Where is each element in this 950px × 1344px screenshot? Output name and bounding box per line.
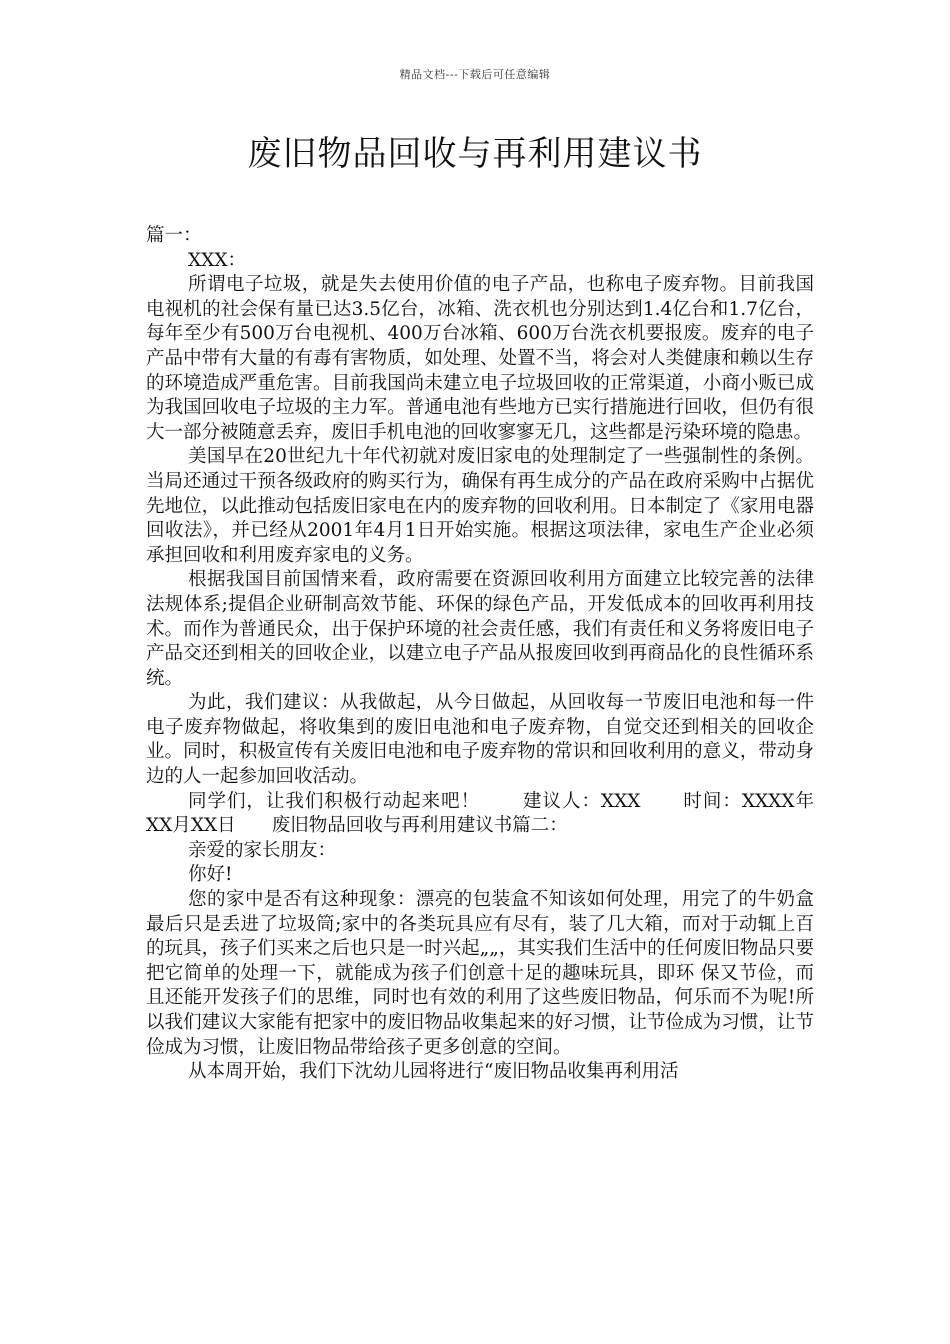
- document-body: [146, 224, 814, 1085]
- document-title: 废旧物品回收与再利用建议书: [247, 134, 703, 174]
- paragraph-e-waste: 所谓电子垃圾，就是失去使用价值的电子产品，也称电子废弃物。目前我国电视机的社会保有量已达3.5亿台，冰箱、洗衣机也分别达到1.4亿台和1.7亿台，每年至少有500万台电视机、400万台冰箱、600万台洗衣机要报废。废弃的电子产品中带有大量的有毒有害物质，如处理、处置不当，将会对人类健康和赖以生存的环境造成严重危害。目前我国尚未建立电子垃圾回收的正常渠道，小商小贩已成为我国回收电子垃圾的主力军。普通电池有些地方已实行措施进行回收，但仍有很大一部分被随意丢弃，废旧手机电池的回收寥寥无几，这些都是污染环境的隐患。: [146, 274, 814, 443]
- paragraph-proposal: 为此，我们建议：从我做起，从今日做起，从回收每一节废旧电池和每一件电子废弃物做起，将收集到的废旧电池和电子废弃物，自觉交还到相关的回收企业。同时，积极宣传有关废旧电池和电子废弃物的常识和回收利用的意义，带动身边的人一起参加回收活动。: [146, 692, 814, 788]
- call-to-action: 同学们，让我们积极行动起来吧！: [188, 790, 481, 812]
- paragraph-national-situation: 根据我国目前国情来看，政府需要在资源回收利用方面建立比较完善的法律法规体系;提倡企业研制高效节能、环保的绿色产品，开发低成本的回收再利用技术。而作为普通民众，出于保护环境的社会责任感，我们有责任和义务将废旧电子产品交还到相关的回收企业，以建立电子产品从报废回收到再商品化的良性循环系统。: [146, 569, 814, 689]
- section-one-label: 篇一：: [146, 225, 202, 246]
- section-two-label: 废旧物品回收与再利用建议书篇二：: [271, 815, 568, 837]
- part-two-salutation: 亲爱的家长朋友：: [188, 839, 337, 861]
- paragraph-foreign-regulations: 美国早在20世纪九十年代初就对废旧家电的处理制定了一些强制性的条例。当局还通过干预各级政府的购买行为，确保有再生成分的产品在政府采购中占据优先地位，以此推动包括废旧家电在内的废弃物的回收利用。日本制定了《家用电器回收法》，并已经从2001年4月1日开始实施。根据这项法律，家电生产企业必须承担回收和利用废弃家电的义务。: [146, 446, 814, 566]
- date: XXXX年XX月XX日: [146, 790, 814, 837]
- part-two-greeting: 你好!: [188, 864, 233, 886]
- closing-line: [146, 790, 814, 839]
- paragraph-activity-start: 从本周开始，我们下沈幼儿园将进行“废旧物品收集再利用活: [188, 1061, 679, 1083]
- salutation: XXX：: [188, 249, 247, 271]
- page-header-note: 精品文档---下载后可任意编辑: [399, 68, 551, 81]
- paragraph-household-waste: 您的家中是否有这种现象：漂亮的包装盒不知该如何处理，用完了的牛奶盒最后只是丢进了垃圾筒;家中的各类玩具应有尽有，装了几大箱，而对于动辄上百的玩具，孩子们买来之后也只是一时兴起„„，其实我们生活中的任何废旧物品只要把它简单的处理一下，就能成为孩子们创意十足的趣味玩具，即环 保又节俭，而且还能开发孩子们的思维，同时也有效的利用了这些废旧物品，何乐而不为呢!所以我们建议大家能有把家中的废旧物品收集起来的好习惯，让节俭成为习惯，让节俭成为习惯，让废旧物品带给孩子更多创意的空间。: [146, 889, 814, 1058]
- proposer: 建议人：XXX: [522, 790, 641, 812]
- time-label: 时间：: [682, 790, 742, 812]
